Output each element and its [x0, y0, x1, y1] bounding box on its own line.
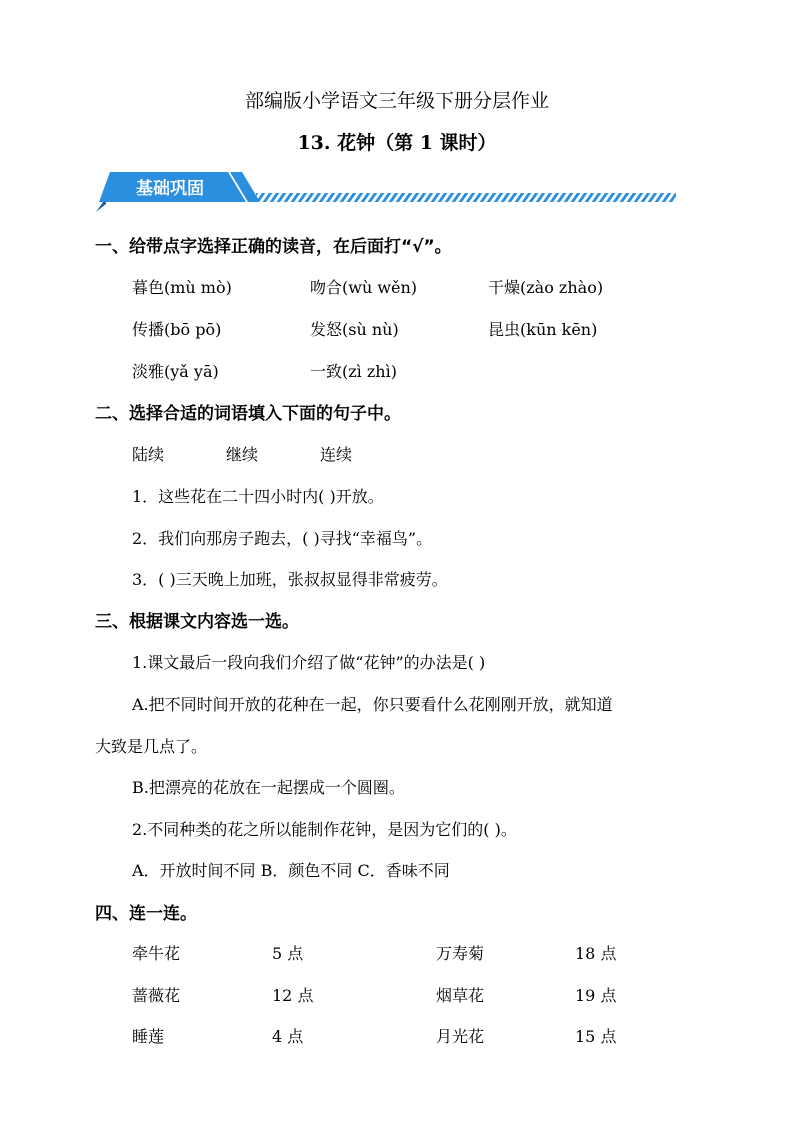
pinyin-item: 一致(zì zhì)	[310, 362, 397, 381]
section-1-heading: 一、给带点字选择正确的读音，在后面打“√”。	[95, 237, 452, 257]
pinyin-item: 吻合(wù wěn)	[310, 278, 418, 297]
question-2-options: A．开放时间不同 B．颜色不同 C．香味不同	[132, 861, 450, 880]
pinyin-item: 传播(bō pō)	[132, 320, 222, 339]
section-4-heading: 四、连一连。	[95, 904, 197, 924]
word-choice: 陆续	[132, 445, 165, 464]
word-choice: 继续	[226, 445, 259, 464]
option-a-continued: 大致是几点了。	[95, 737, 208, 756]
pinyin-item: 淡雅(yǎ yā)	[132, 362, 219, 381]
match-time: 18 点	[575, 944, 617, 963]
option-a: A.把不同时间开放的花种在一起，你只要看什么花刚刚开放，就知道	[132, 695, 613, 714]
match-flower: 睡莲	[132, 1027, 165, 1046]
match-flower: 万寿菊	[436, 944, 485, 963]
fill-sentence: 1．这些花在二十四小时内( )开放。	[132, 487, 384, 506]
fill-sentence: 3．( )三天晚上加班，张叔叔显得非常疲劳。	[132, 570, 448, 589]
banner-graphic	[96, 170, 686, 214]
pinyin-item: 暮色(mù mò)	[132, 278, 232, 297]
pinyin-item: 干燥(zào zhào)	[488, 278, 604, 297]
pinyin-item: 昆虫(kūn kēn)	[488, 320, 598, 339]
match-flower: 牵牛花	[132, 944, 181, 963]
lesson-title: 13. 花钟（第 1 课时）	[297, 132, 497, 154]
match-time: 19 点	[575, 986, 617, 1005]
option-b: B.把漂亮的花放在一起摆成一个圆圈。	[132, 778, 405, 797]
banner-label: 基础巩固	[136, 179, 204, 199]
match-flower: 烟草花	[436, 986, 485, 1005]
fill-sentence: 2．我们向那房子跑去，( )寻找“幸福鸟”。	[132, 529, 433, 548]
section-banner	[96, 170, 686, 218]
section-3-heading: 三、根据课文内容选一选。	[95, 612, 299, 632]
match-time: 12 点	[272, 986, 314, 1005]
question-1: 1.课文最后一段向我们介绍了做“花钟”的办法是( )	[132, 653, 486, 672]
match-flower: 蔷薇花	[132, 986, 181, 1005]
section-2-heading: 二、选择合适的词语填入下面的句子中。	[95, 404, 401, 424]
word-choice: 连续	[320, 445, 353, 464]
match-time: 4 点	[272, 1027, 304, 1046]
match-flower: 月光花	[436, 1027, 485, 1046]
match-time: 5 点	[272, 944, 304, 963]
question-2: 2.不同种类的花之所以能制作花钟，是因为它们的( )。	[132, 820, 517, 839]
match-time: 15 点	[575, 1027, 617, 1046]
pinyin-item: 发怒(sù nù)	[310, 320, 399, 339]
document-title: 部编版小学语文三年级下册分层作业	[244, 90, 549, 112]
